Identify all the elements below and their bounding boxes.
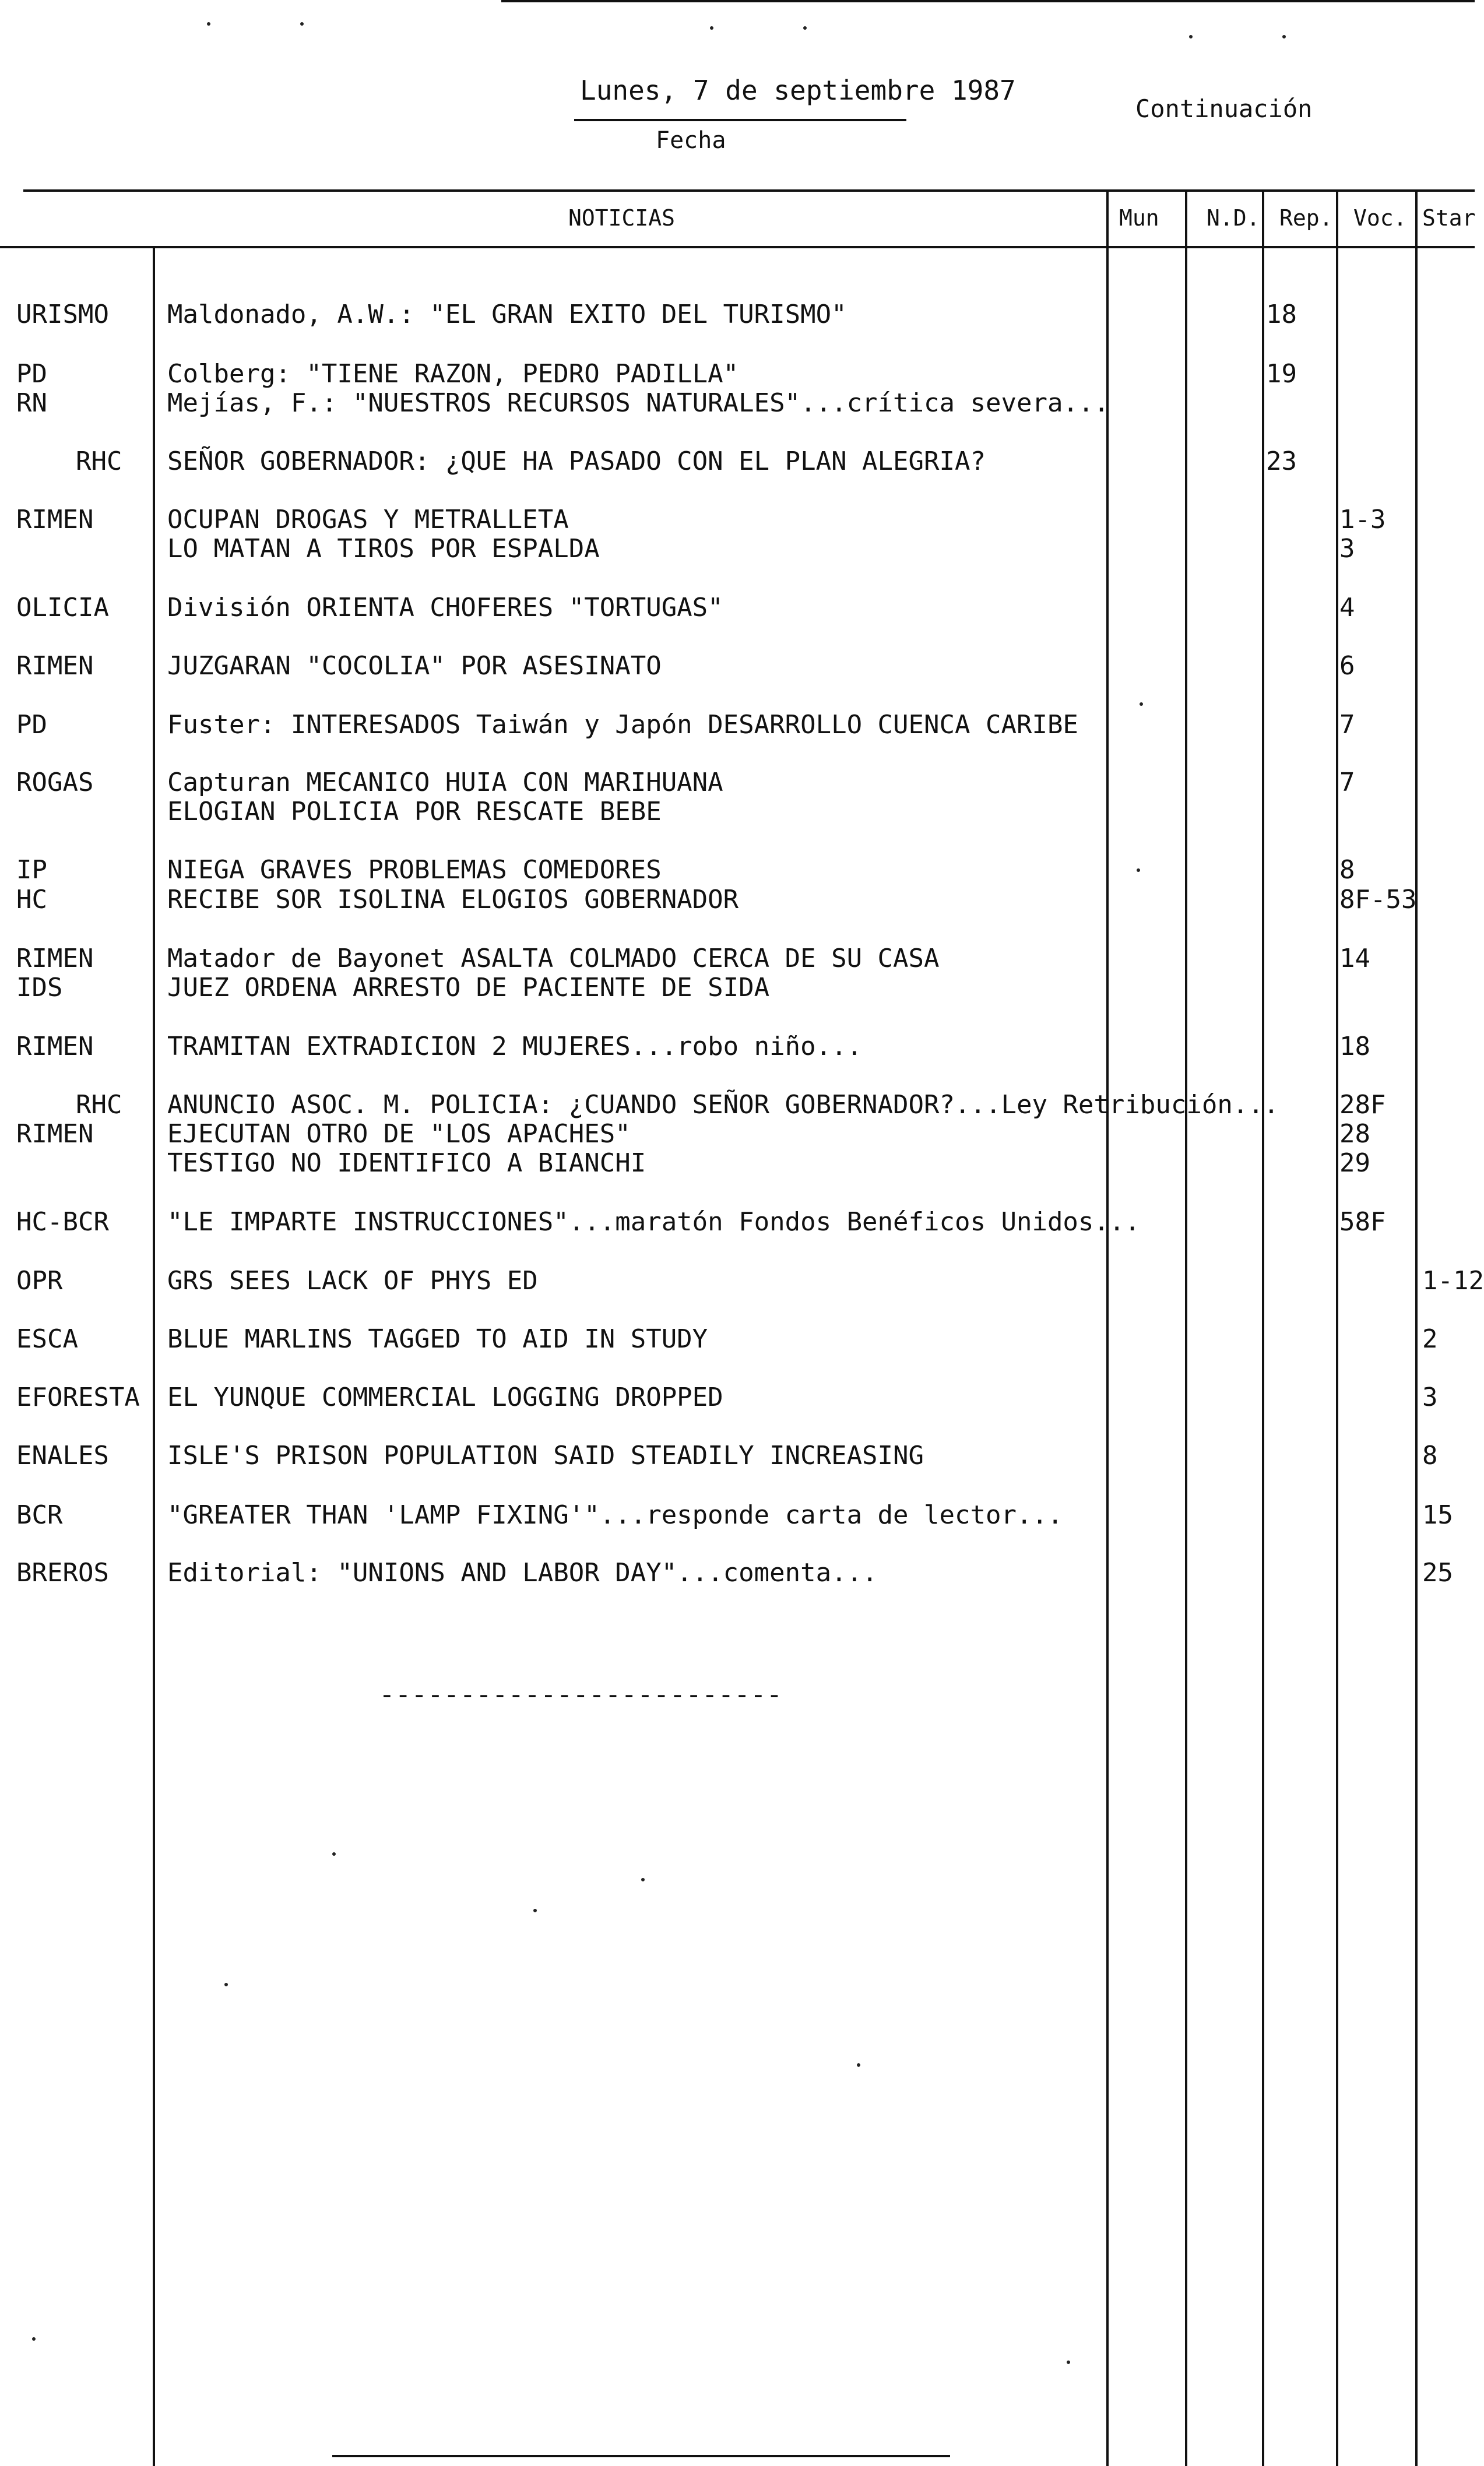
table-row [0,797,1475,827]
row-headline: ANUNCIO ASOC. M. POLICIA: ¿CUANDO SEÑOR GOBERNADOR?...Ley Retribución... [167,1090,1279,1120]
table-row [0,855,1475,885]
table-row [0,1090,1475,1120]
row-headline: ELOGIAN POLICIA POR RESCATE BEBE [167,797,662,826]
table-row [0,885,1475,915]
row-voc-page: 29 [1339,1148,1370,1178]
row-category: RIMEN [16,651,94,681]
row-category: RHC [76,1090,122,1120]
row-headline: Fuster: INTERESADOS Taiwán y Japón DESARROLLO CUENCA CARIBE [167,710,1078,740]
scan-speck [857,2063,860,2067]
row-category: ROGAS [16,768,94,797]
scan-speck [300,22,304,26]
row-voc-page: 28 [1339,1119,1370,1149]
column-header-nd: N.D. [1207,205,1260,231]
continuation-label: Continuación [1135,94,1313,123]
table-row [0,1148,1475,1179]
scan-speck [533,1909,537,1912]
row-rep-page: 18 [1266,300,1297,329]
table-row [0,944,1475,974]
scan-speck [1067,2361,1070,2364]
row-headline: Editorial: "UNIONS AND LABOR DAY"...comenta... [167,1558,878,1588]
table-row [0,973,1475,1003]
top-edge-line [501,0,1475,2]
table-row [0,388,1475,418]
table-row [0,1207,1475,1237]
row-headline: SEÑOR GOBERNADOR: ¿QUE HA PASADO CON EL PLAN ALEGRIA? [167,446,986,476]
row-voc-page: 14 [1339,944,1370,973]
table-row [0,1558,1475,1588]
row-category: BCR [16,1500,63,1530]
row-category: RIMEN [16,1119,94,1149]
row-headline: "GREATER THAN 'LAMP FIXING'"...responde carta de lector... [167,1500,1063,1530]
scan-speck [803,26,807,30]
row-headline: OCUPAN DROGAS Y METRALLETA [167,505,569,534]
row-star-page: 15 [1422,1500,1453,1530]
row-headline: GRS SEES LACK OF PHYS ED [167,1266,538,1296]
row-headline: EJECUTAN OTRO DE "LOS APACHES" [167,1119,631,1149]
table-row [0,1119,1475,1149]
row-headline: JUEZ ORDENA ARRESTO DE PACIENTE DE SIDA [167,973,770,1002]
table-row [0,1324,1475,1355]
row-star-page: 2 [1422,1324,1438,1354]
row-category: IP [16,855,47,885]
table-row [0,446,1475,477]
report-date: Lunes, 7 de septiembre 1987 [580,75,1016,106]
table-row [0,1266,1484,1296]
table-row [0,768,1475,798]
row-headline: TESTIGO NO IDENTIFICO A BIANCHI [167,1148,646,1178]
row-star-page: 1-12 [1422,1266,1484,1296]
row-voc-page: 7 [1339,710,1355,740]
date-label: Fecha [656,127,726,154]
date-underline [574,119,906,121]
column-header-star: Star [1422,205,1476,231]
column-header-mun: Mun [1119,205,1159,231]
row-category: IDS [16,973,63,1002]
row-rep-page: 19 [1266,359,1297,389]
row-category: ENALES [16,1441,109,1471]
table-row [0,651,1475,681]
row-voc-page: 58F [1339,1207,1386,1237]
row-voc-page: 8 [1339,855,1355,885]
row-headline: Capturan MECANICO HUIA CON MARIHUANA [167,768,723,797]
row-headline: NIEGA GRAVES PROBLEMAS COMEDORES [167,855,662,885]
col-divider-category [153,248,155,2466]
row-category: OLICIA [16,593,109,622]
scan-speck [224,1983,228,1986]
row-category: URISMO [16,300,109,329]
row-star-page: 8 [1422,1441,1438,1471]
table-row [0,1500,1475,1531]
row-category: PD [16,710,47,740]
row-category: BREROS [16,1558,109,1588]
row-category: ESCA [16,1324,78,1354]
column-header-noticias: NOTICIAS [568,205,676,231]
row-headline: LO MATAN A TIROS POR ESPALDA [167,534,600,564]
row-headline: TRAMITAN EXTRADICION 2 MUJERES...robo niño... [167,1032,863,1061]
row-category: RIMEN [16,505,94,534]
table-row [0,505,1475,535]
row-star-page: 25 [1422,1558,1453,1588]
row-category: RN [16,388,47,418]
table-row [0,1032,1475,1062]
row-category: PD [16,359,47,389]
column-header-voc: Voc. [1353,205,1407,231]
row-headline: División ORIENTA CHOFERES "TORTUGAS" [167,593,723,622]
table-header-rule [0,246,1475,248]
row-headline: Matador de Bayonet ASALTA COLMADO CERCA DE SU CASA [167,944,940,973]
row-voc-page: 4 [1339,593,1355,622]
row-voc-page: 8F-53 [1339,885,1417,914]
row-headline: Maldonado, A.W.: "EL GRAN EXITO DEL TURISMO" [167,300,847,329]
row-category: RHC [76,446,122,476]
row-headline: RECIBE SOR ISOLINA ELOGIOS GOBERNADOR [167,885,739,914]
scan-speck [332,1852,336,1856]
row-headline: EL YUNQUE COMMERCIAL LOGGING DROPPED [167,1382,723,1412]
row-headline: BLUE MARLINS TAGGED TO AID IN STUDY [167,1324,708,1354]
row-voc-page: 1-3 [1339,505,1386,534]
row-headline: JUZGARAN "COCOLIA" POR ASESINATO [167,651,662,681]
table-row [0,710,1475,740]
row-category: HC [16,885,47,914]
row-category: HC-BCR [16,1207,109,1237]
table-top-rule [23,189,1475,192]
row-headline: ISLE'S PRISON POPULATION SAID STEADILY INCREASING [167,1441,924,1471]
scan-speck [32,2337,36,2341]
row-headline: Mejías, F.: "NUESTROS RECURSOS NATURALES"...crítica severa... [167,388,1109,418]
row-category: OPR [16,1266,63,1296]
scan-speck [641,1878,645,1881]
table-row [0,359,1475,389]
row-voc-page: 3 [1339,534,1355,564]
row-voc-page: 28F [1339,1090,1386,1120]
scan-speck [710,26,713,30]
row-voc-page: 18 [1339,1032,1370,1061]
table-row [0,1382,1475,1413]
row-headline: "LE IMPARTE INSTRUCCIONES"...maratón Fondos Benéficos Unidos... [167,1207,1140,1237]
row-voc-page: 6 [1339,651,1355,681]
scan-speck [1137,868,1140,872]
table-row [0,534,1475,564]
row-headline: Colberg: "TIENE RAZON, PEDRO PADILLA" [167,359,739,389]
bottom-edge-line [332,2455,950,2457]
row-category: RIMEN [16,1032,94,1061]
scan-speck [1140,702,1143,706]
row-voc-page: 7 [1339,768,1355,797]
table-row [0,300,1475,330]
table-row [0,593,1475,623]
row-star-page: 3 [1422,1382,1438,1412]
scan-speck [1189,35,1193,38]
end-of-list-rule: ------------------------- [379,1679,783,1710]
table-row [0,1441,1475,1471]
row-category: RIMEN [16,944,94,973]
row-category: EFORESTA [16,1382,140,1412]
column-header-rep: Rep. [1279,205,1333,231]
row-rep-page: 23 [1266,446,1297,476]
scan-speck [207,22,210,26]
scan-speck [1282,35,1286,38]
